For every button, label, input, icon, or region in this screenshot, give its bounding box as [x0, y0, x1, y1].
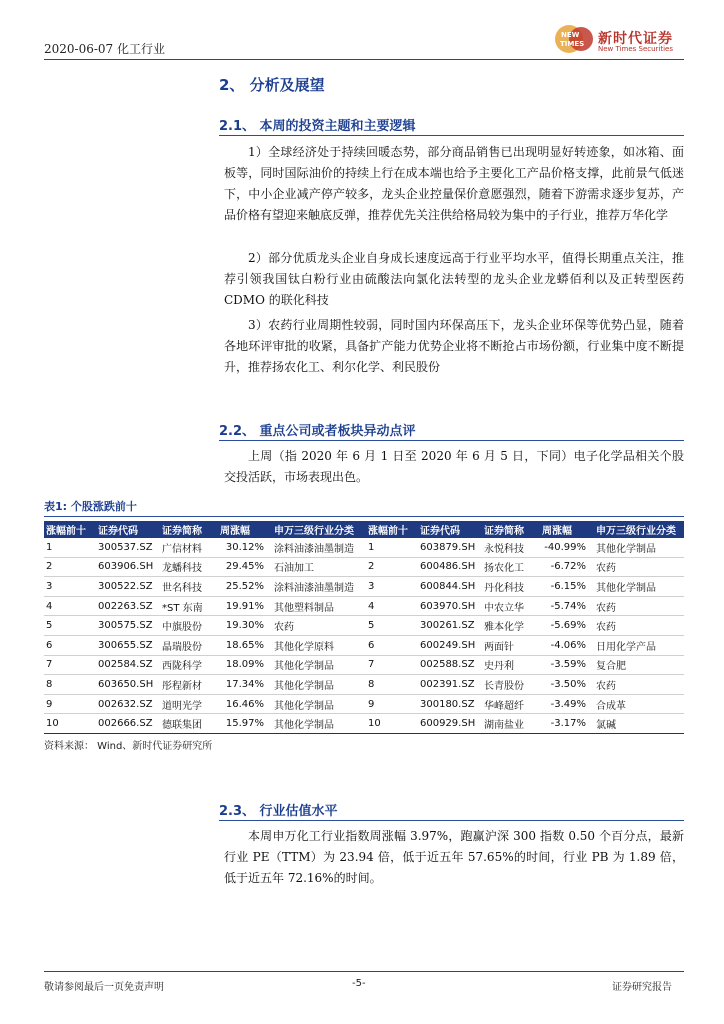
table-cell: 600249.SH [418, 635, 482, 655]
table-cell: 西陇科学 [160, 655, 218, 675]
table-cell: 9 [44, 694, 96, 714]
table-cell: 29.45% [218, 557, 272, 577]
paragraph-logic-1: 1）全球经济处于持续回暖态势，部分商品销售已出现明显好转迹象，如冰箱、面板等，同时国际油价的持续上行在成本端也给予主要化工产品价格支撑，此前景气低迷下，中小企业减产停产较多，龙头企业控量保价意愿强烈，随着下游需求逐步复苏，产品价格有望迎来触底反弹，推荐优先关注供给格局较为集中的子行业，推荐万华化学 [224, 145, 684, 222]
header-name-down: 证券简称 [482, 521, 540, 538]
table-row [44, 538, 684, 557]
header-name-up: 证券简称 [160, 521, 218, 538]
table-cell: 扬农化工 [482, 557, 540, 577]
table-cell: 5 [366, 616, 418, 636]
table-cell: 其他塑料制品 [272, 596, 366, 616]
table-cell: 10 [366, 714, 418, 734]
table-cell: 1 [366, 538, 418, 557]
table-cell: -6.72% [540, 557, 594, 577]
table-cell: 其他化学制品 [272, 655, 366, 675]
table-row [44, 635, 684, 655]
subsection-2-3-rule [219, 820, 684, 821]
footer-report-type: 证券研究报告 [612, 982, 672, 993]
footer-divider [44, 971, 684, 972]
table-cell: 永悦科技 [482, 538, 540, 557]
table-cell: 25.52% [218, 577, 272, 597]
table-cell: 600844.SH [418, 577, 482, 597]
table-cell: 17.34% [218, 675, 272, 695]
table-cell: 30.12% [218, 538, 272, 557]
table-cell: 农药 [594, 616, 684, 636]
table-cell: 德联集团 [160, 714, 218, 734]
table-cell: -3.59% [540, 655, 594, 675]
table-cell: 其他化学原料 [272, 635, 366, 655]
paragraph-valuation: 本周申万化工行业指数周涨幅 3.97%，跑赢沪深 300 指数 0.50 个百分点，最新行业 PE（TTM）为 23.94 倍，低于近五年 57.65%的时间，行业 PB 为 1.89 倍，低于近五年 72.16%的时间。 [224, 829, 684, 885]
table-cell: 603906.SH [96, 557, 160, 577]
table-cell: 002584.SZ [96, 655, 160, 675]
table-row [44, 675, 684, 695]
table-cell: 300180.SZ [418, 694, 482, 714]
header-industry-down: 申万三级行业分类 [594, 521, 684, 538]
paragraph-logic-2: 2）部分优质龙头企业自身成长速度远高于行业平均水平，值得长期重点关注，推荐引领我国钛白粉行业由硫酸法向氯化法转型的龙头企业龙蟒佰利以及正转型医药 CDMO 的联化科技 [224, 251, 684, 307]
table-cell: 8 [366, 675, 418, 695]
table-cell: 300261.SZ [418, 616, 482, 636]
table-cell: 氯碱 [594, 714, 684, 734]
table-cell: 其他化学制品 [594, 577, 684, 597]
table-cell: -5.74% [540, 596, 594, 616]
table-cell: 石油加工 [272, 557, 366, 577]
table-cell: 300522.SZ [96, 577, 160, 597]
subsection-2-3-title: 2.3、 行业估值水平 [219, 804, 338, 819]
table-cell: 300537.SZ [96, 538, 160, 557]
table-cell: 龙蟠科技 [160, 557, 218, 577]
table-cell: 世名科技 [160, 577, 218, 597]
logo-chinese-name: 新时代证券 [598, 31, 673, 47]
table-cell: 彤程新材 [160, 675, 218, 695]
table-cell: 中旗股份 [160, 616, 218, 636]
table-cell: 华峰超纤 [482, 694, 540, 714]
table-cell: 8 [44, 675, 96, 695]
table-cell: 7 [366, 655, 418, 675]
header-change-down: 周涨幅 [540, 521, 594, 538]
table-cell: 6 [366, 635, 418, 655]
table-row [44, 616, 684, 636]
table-cell: -5.69% [540, 616, 594, 636]
table-cell: 002632.SZ [96, 694, 160, 714]
table-cell: -3.50% [540, 675, 594, 695]
table-cell: 19.30% [218, 616, 272, 636]
table-cell: 6 [44, 635, 96, 655]
header-change-up: 周涨幅 [218, 521, 272, 538]
table-cell: 农药 [272, 616, 366, 636]
table-cell: 002263.SZ [96, 596, 160, 616]
table-cell: 涂料油漆油墨制造 [272, 538, 366, 557]
table-cell: 复合肥 [594, 655, 684, 675]
table-cell: 道明光学 [160, 694, 218, 714]
table-cell: -40.99% [540, 538, 594, 557]
table-cell: 3 [366, 577, 418, 597]
table-cell: -3.17% [540, 714, 594, 734]
table-cell: 日用化学产品 [594, 635, 684, 655]
table-cell: 湖南盐业 [482, 714, 540, 734]
table-cell: 5 [44, 616, 96, 636]
table-row [44, 577, 684, 597]
subsection-2-2-rule [219, 440, 684, 441]
table-cell: 7 [44, 655, 96, 675]
svg-text:TIMES: TIMES [560, 40, 585, 48]
table-cell: 其他化学制品 [272, 714, 366, 734]
paragraph-market-review: 上周（指 2020 年 6 月 1 日至 2020 年 6 月 5 日，下同）电子化学品相关个股交投活跃，市场表现出色。 [224, 449, 684, 484]
table-cell: 600929.SH [418, 714, 482, 734]
svg-text:NEW: NEW [561, 31, 580, 39]
table-cell: 涂料油漆油墨制造 [272, 577, 366, 597]
header-divider [44, 59, 684, 60]
table-cell: 002666.SZ [96, 714, 160, 734]
header-date-category: 2020-06-07 化工行业 [44, 42, 166, 56]
table-cell: 合成革 [594, 694, 684, 714]
table-cell: 2 [44, 557, 96, 577]
section-title: 2、 分析及展望 [219, 76, 325, 94]
table-cell: 9 [366, 694, 418, 714]
table-row [44, 694, 684, 714]
header-code-up: 证券代码 [96, 521, 160, 538]
table-cell: 雅本化学 [482, 616, 540, 636]
table-cell: 史丹利 [482, 655, 540, 675]
table-cell: 18.09% [218, 655, 272, 675]
table-cell: 300575.SZ [96, 616, 160, 636]
table-cell: 4 [44, 596, 96, 616]
table-cell: 其他化学制品 [272, 675, 366, 695]
stock-movers-table [44, 521, 684, 734]
table-cell: 农药 [594, 596, 684, 616]
logo-english-name: New Times Securities [598, 45, 673, 53]
table-cell: 19.91% [218, 596, 272, 616]
table-row [44, 596, 684, 616]
table-cell: -3.49% [540, 694, 594, 714]
subsection-2-1-title: 2.1、 本周的投资主题和主要逻辑 [219, 119, 416, 134]
subsection-2-1-rule [219, 135, 684, 136]
table-cell: 002588.SZ [418, 655, 482, 675]
table-cell: 10 [44, 714, 96, 734]
table-title-rule [44, 516, 684, 517]
table-cell: 18.65% [218, 635, 272, 655]
table-cell: 其他化学制品 [594, 538, 684, 557]
table-cell: 16.46% [218, 694, 272, 714]
table-cell: -6.15% [540, 577, 594, 597]
table-cell: 农药 [594, 557, 684, 577]
header-rank-up: 涨幅前十 [44, 521, 96, 538]
table-cell: 600486.SH [418, 557, 482, 577]
table-cell: 2 [366, 557, 418, 577]
table-cell: 3 [44, 577, 96, 597]
header-code-down: 证券代码 [418, 521, 482, 538]
table-cell: 农药 [594, 675, 684, 695]
table-cell: 广信材料 [160, 538, 218, 557]
header-industry-up: 申万三级行业分类 [272, 521, 366, 538]
table-row [44, 655, 684, 675]
page-number: -5- [352, 978, 366, 989]
table-cell: 603970.SH [418, 596, 482, 616]
footer-disclaimer: 敬请参阅最后一页免责声明 [44, 982, 164, 993]
table-title: 表1: 个股涨跌前十 [44, 500, 137, 513]
table-cell: 15.97% [218, 714, 272, 734]
table-header-row [44, 521, 684, 538]
table-cell: -4.06% [540, 635, 594, 655]
table-cell: 603650.SH [96, 675, 160, 695]
table-cell: 晶瑞股份 [160, 635, 218, 655]
table-cell: 两面针 [482, 635, 540, 655]
table-cell: 1 [44, 538, 96, 557]
table-cell: *ST 东南 [160, 596, 218, 616]
table-cell: 中农立华 [482, 596, 540, 616]
table-cell: 其他化学制品 [272, 694, 366, 714]
table-cell: 丹化科技 [482, 577, 540, 597]
table-row [44, 557, 684, 577]
table-cell: 603879.SH [418, 538, 482, 557]
header-rank-down: 涨幅前十 [366, 521, 418, 538]
table-row [44, 714, 684, 734]
subsection-2-2-title: 2.2、 重点公司或者板块异动点评 [219, 424, 416, 439]
table-source: 资料来源： Wind、新时代证券研究所 [44, 741, 213, 752]
table-cell: 4 [366, 596, 418, 616]
table-cell: 300655.SZ [96, 635, 160, 655]
table-cell: 长青股份 [482, 675, 540, 695]
table-cell: 002391.SZ [418, 675, 482, 695]
paragraph-logic-3: 3）农药行业周期性较弱，同时国内环保高压下，龙头企业环保等优势凸显，随着各地环评审批的收紧，具备扩产能力优势企业将不断抢占市场份额，行业集中度不断提升，推荐扬农化工、利尔化学、利民股份 [224, 318, 684, 374]
